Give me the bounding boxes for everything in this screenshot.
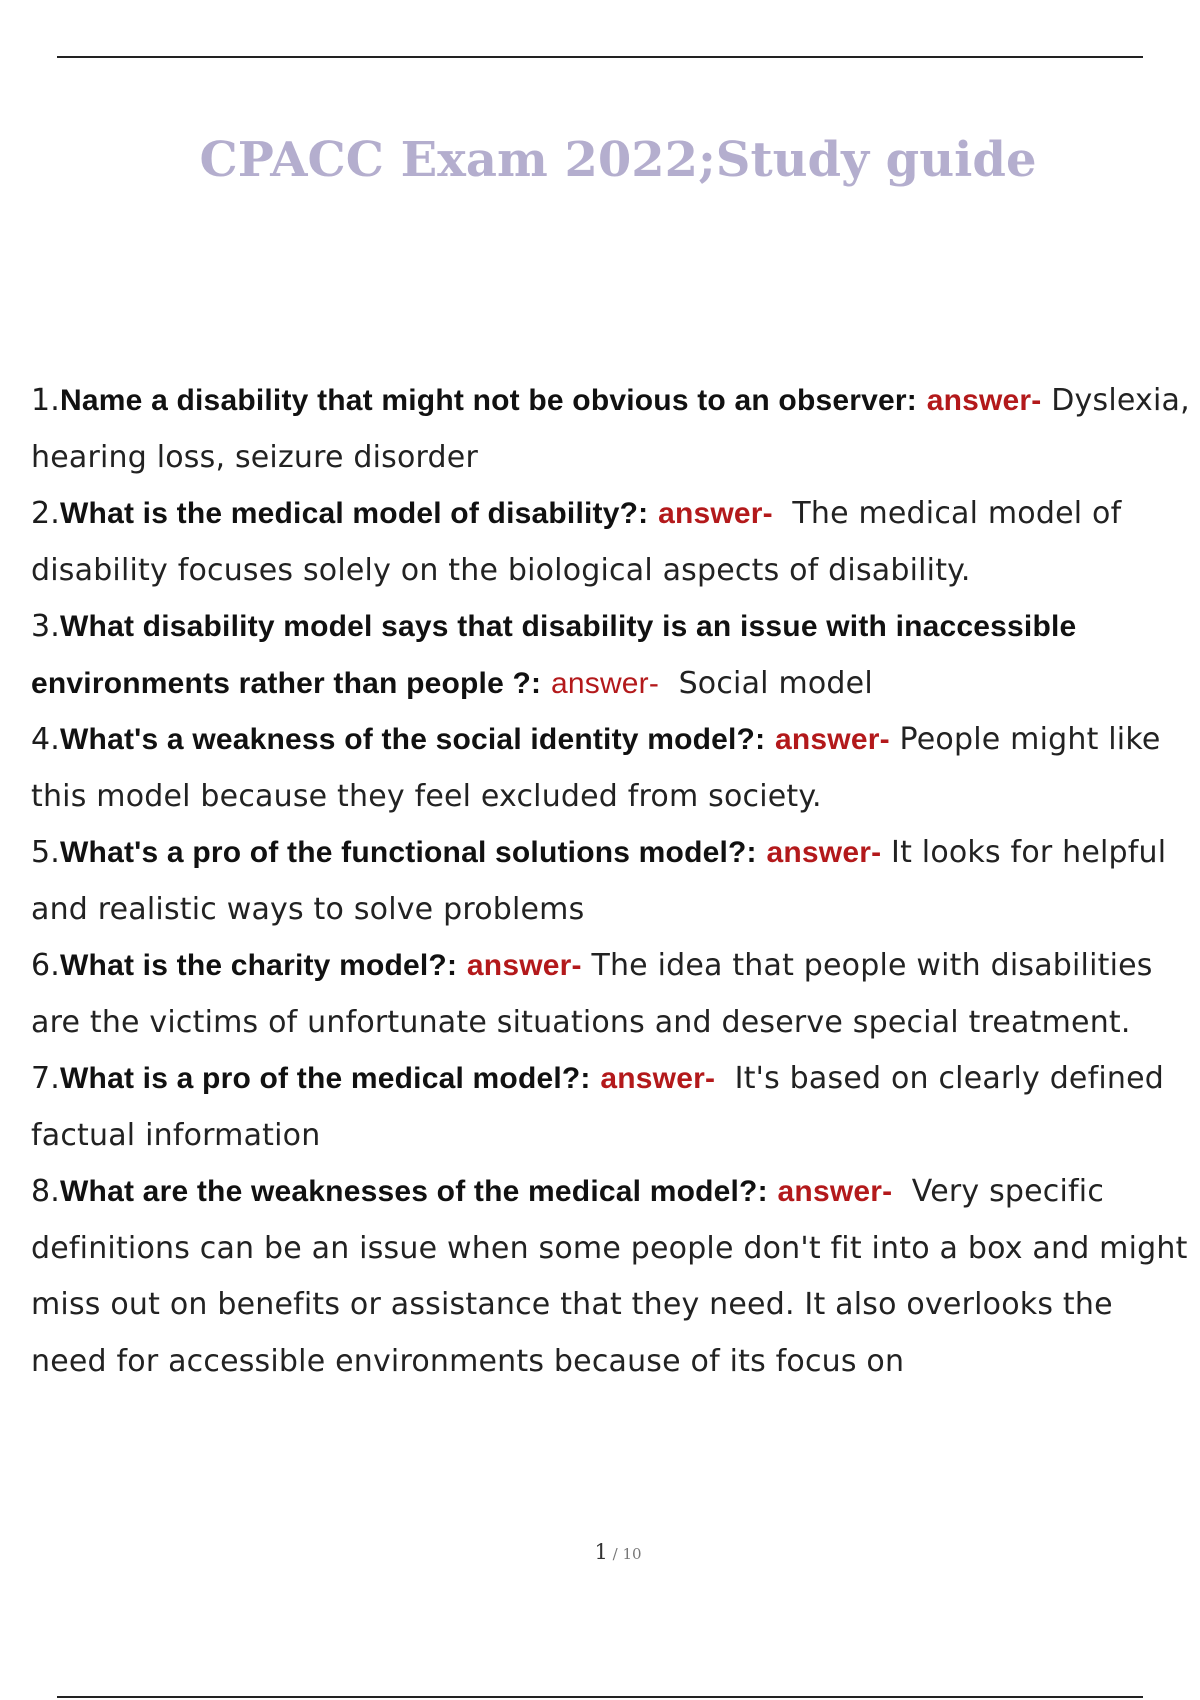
question-text: What is a pro of the medical model?: <box>60 1062 591 1095</box>
current-page: 1 <box>594 1540 608 1564</box>
answer-text: Very specific definitions can be an issue when some people don't fit into a box and might miss out on benefits or assistance that they need. It also overlooks the need for accessible environments because of its focus on <box>31 1174 1188 1379</box>
question-text: What disability model says that disability is an issue with inaccessible environments rather than people ?: <box>31 610 1077 700</box>
qa-item-5 <box>31 825 1196 938</box>
page-separator: / <box>607 1545 623 1563</box>
answer-text: The idea that people with disabilities are the victims of unfortunate situations and deserve special treatment. <box>31 948 1153 1040</box>
item-number: 8. <box>31 1174 61 1209</box>
question-text: What are the weaknesses of the medical model?: <box>60 1175 768 1208</box>
answer-text: Dyslexia, hearing loss, seizure disorder <box>31 383 1190 475</box>
qa-list <box>31 373 1196 1390</box>
answer-label: answer- <box>766 836 882 869</box>
answer-text: It's based on clearly defined factual information <box>31 1061 1165 1153</box>
question-text: What is the medical model of disability?: <box>60 497 649 530</box>
qa-item-2 <box>31 486 1196 599</box>
answer-text: People might like this model because they feel excluded from society. <box>31 722 1161 814</box>
qa-item-1 <box>31 373 1196 486</box>
bottom-rule <box>57 1696 1143 1698</box>
answer-label: answer- <box>600 1062 716 1095</box>
qa-item-8 <box>31 1164 1196 1390</box>
answer-text: Social model <box>678 665 873 701</box>
total-pages: 10 <box>622 1545 642 1563</box>
question-text: What's a pro of the functional solutions model?: <box>60 836 757 869</box>
item-number: 2. <box>31 496 61 531</box>
qa-item-6 <box>31 938 1196 1051</box>
answer-label: answer- <box>550 666 660 700</box>
item-number: 6. <box>31 948 61 983</box>
answer-label: answer- <box>466 949 582 982</box>
answer-label: answer- <box>777 1175 893 1208</box>
item-number: 4. <box>31 722 61 757</box>
qa-item-7 <box>31 1051 1196 1164</box>
document-title: CPACC Exam 2022;Study guide <box>199 132 1037 188</box>
answer-label: answer- <box>658 497 773 530</box>
qa-item-4 <box>31 712 1196 825</box>
question-text: What is the charity model?: <box>60 949 458 982</box>
answer-label: answer- <box>775 723 890 756</box>
question-text: What's a weakness of the social identity model?: <box>60 723 766 756</box>
item-number: 7. <box>31 1061 61 1096</box>
answer-label: answer- <box>926 384 1042 417</box>
item-number: 5. <box>31 835 61 870</box>
item-number: 3. <box>31 609 61 644</box>
item-number: 1. <box>31 383 61 418</box>
top-rule <box>57 56 1143 58</box>
page-number <box>0 1540 1200 1564</box>
question-text: Name a disability that might not be obvious to an observer: <box>60 384 917 417</box>
answer-text: It looks for helpful and realistic ways to solve problems <box>31 835 1167 927</box>
qa-item-3 <box>31 599 1196 712</box>
answer-text: The medical model of disability focuses solely on the biological aspects of disability. <box>31 496 1122 588</box>
